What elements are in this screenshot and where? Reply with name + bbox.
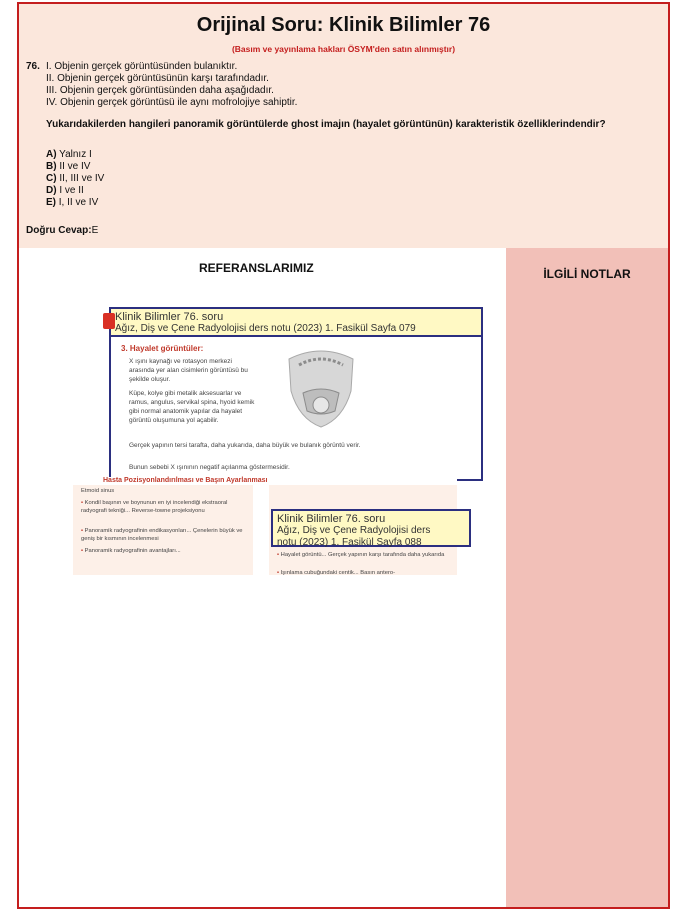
pdf-icon bbox=[103, 313, 115, 329]
right-item-2: • Işınlama cubuğundaki centik... Basın antero- bbox=[277, 570, 396, 576]
statement-2: II. Objenin gerçek görüntüsünün karşı tarafındadır. bbox=[46, 73, 269, 84]
option-c: C) II, III ve IV bbox=[46, 173, 105, 184]
left-item-1: Etmoid sinus bbox=[81, 488, 115, 494]
notes-page-left bbox=[73, 485, 253, 575]
page-frame bbox=[17, 2, 670, 909]
reference-label-2: Klinik Bilimler 76. soru Ağız, Diş ve Çene Radyolojisi ders notu (2023) 1. Fasikül Sayfa 088 bbox=[271, 509, 471, 547]
references-title: REFERANSLARIMIZ bbox=[199, 261, 314, 275]
bullet-3: Gerçek yapının tersi tarafta, daha yukarıda, daha büyük ve bulanık görüntü verir. bbox=[129, 442, 361, 449]
notes-panel bbox=[506, 248, 668, 909]
option-e: E) I, II ve IV bbox=[46, 197, 99, 208]
left-item-2: • Kondil başının ve boynunun en iyi incelendiği ekstraoral radyografi tekniği... Reverse-towne projeksiyonu bbox=[81, 500, 228, 514]
bullet-2: Küpe, kolye gibi metalik aksesuarlar ve ramus, angulus, servikal spina, hyoid kemik gibi normal anatomik yapılar da hayalet görüntü oluşumuna yol açabilir. bbox=[129, 390, 255, 424]
option-a: A) Yalnız I bbox=[46, 149, 92, 160]
right-item-1: • Hayalet görüntü... Gerçek yapının karşı tarafında daha yukarıda bbox=[277, 552, 445, 558]
copyright-note: (Basım ve yayınlama hakları ÖSYM'den satın alınmıştır) bbox=[231, 44, 456, 54]
reference-clipping-1 bbox=[109, 307, 483, 481]
reference-clipping-2 bbox=[73, 477, 457, 577]
left-item-4: • Panoramik radyografinin avantajları... bbox=[81, 548, 181, 554]
question-header bbox=[19, 4, 668, 248]
option-b: B) II ve IV bbox=[46, 161, 91, 172]
bullet-4: Bunun sebebi X ışınının negatif açılanma göstermesidir. bbox=[129, 464, 290, 471]
reference-label-1: Klinik Bilimler 76. soru Ağız, Diş ve Çene Radyolojisi ders notu (2023) 1. Fasikül Sayfa 079 bbox=[109, 307, 483, 337]
notes-title: İLGİLİ NOTLAR bbox=[543, 267, 631, 281]
left-item-3: • Panoramik radyografinin endikasyonları... Çenelerin büyük ve geniş bir kısmının incelenmesi bbox=[81, 528, 243, 542]
question-number: 76. bbox=[26, 61, 40, 72]
statement-3: III. Objenin gerçek görüntüsünden daha aşağıdadır. bbox=[46, 85, 274, 96]
page-title: Orijinal Soru: Klinik Bilimler 76 bbox=[196, 14, 491, 36]
statement-4: IV. Objenin gerçek görüntüsü ile aynı mofrolojiye sahiptir. bbox=[46, 97, 298, 108]
reference-body-1 bbox=[109, 337, 483, 481]
statement-1: I. Objenin gerçek görüntüsünden bulanıktır. bbox=[46, 61, 238, 72]
clipping-heading: Hasta Pozisyonlandırılması ve Başın Ayarlanması bbox=[103, 477, 268, 484]
option-d: D) I ve II bbox=[46, 185, 84, 196]
section-heading: 3. Hayalet görüntüler: bbox=[121, 344, 204, 353]
bullet-1: X ışını kaynağı ve rotasyon merkezi arasında yer alan cisimlerin görüntüsü bu şekilde oluşur. bbox=[129, 358, 248, 383]
correct-answer: Doğru Cevap:E bbox=[26, 225, 99, 236]
mandible-illustration-icon bbox=[281, 341, 361, 437]
question-stem: Yukarıdakilerden hangileri panoramik görüntülerde ghost imajın (hayalet görüntünün) karakteristik özelliklerindendir? bbox=[46, 119, 606, 130]
